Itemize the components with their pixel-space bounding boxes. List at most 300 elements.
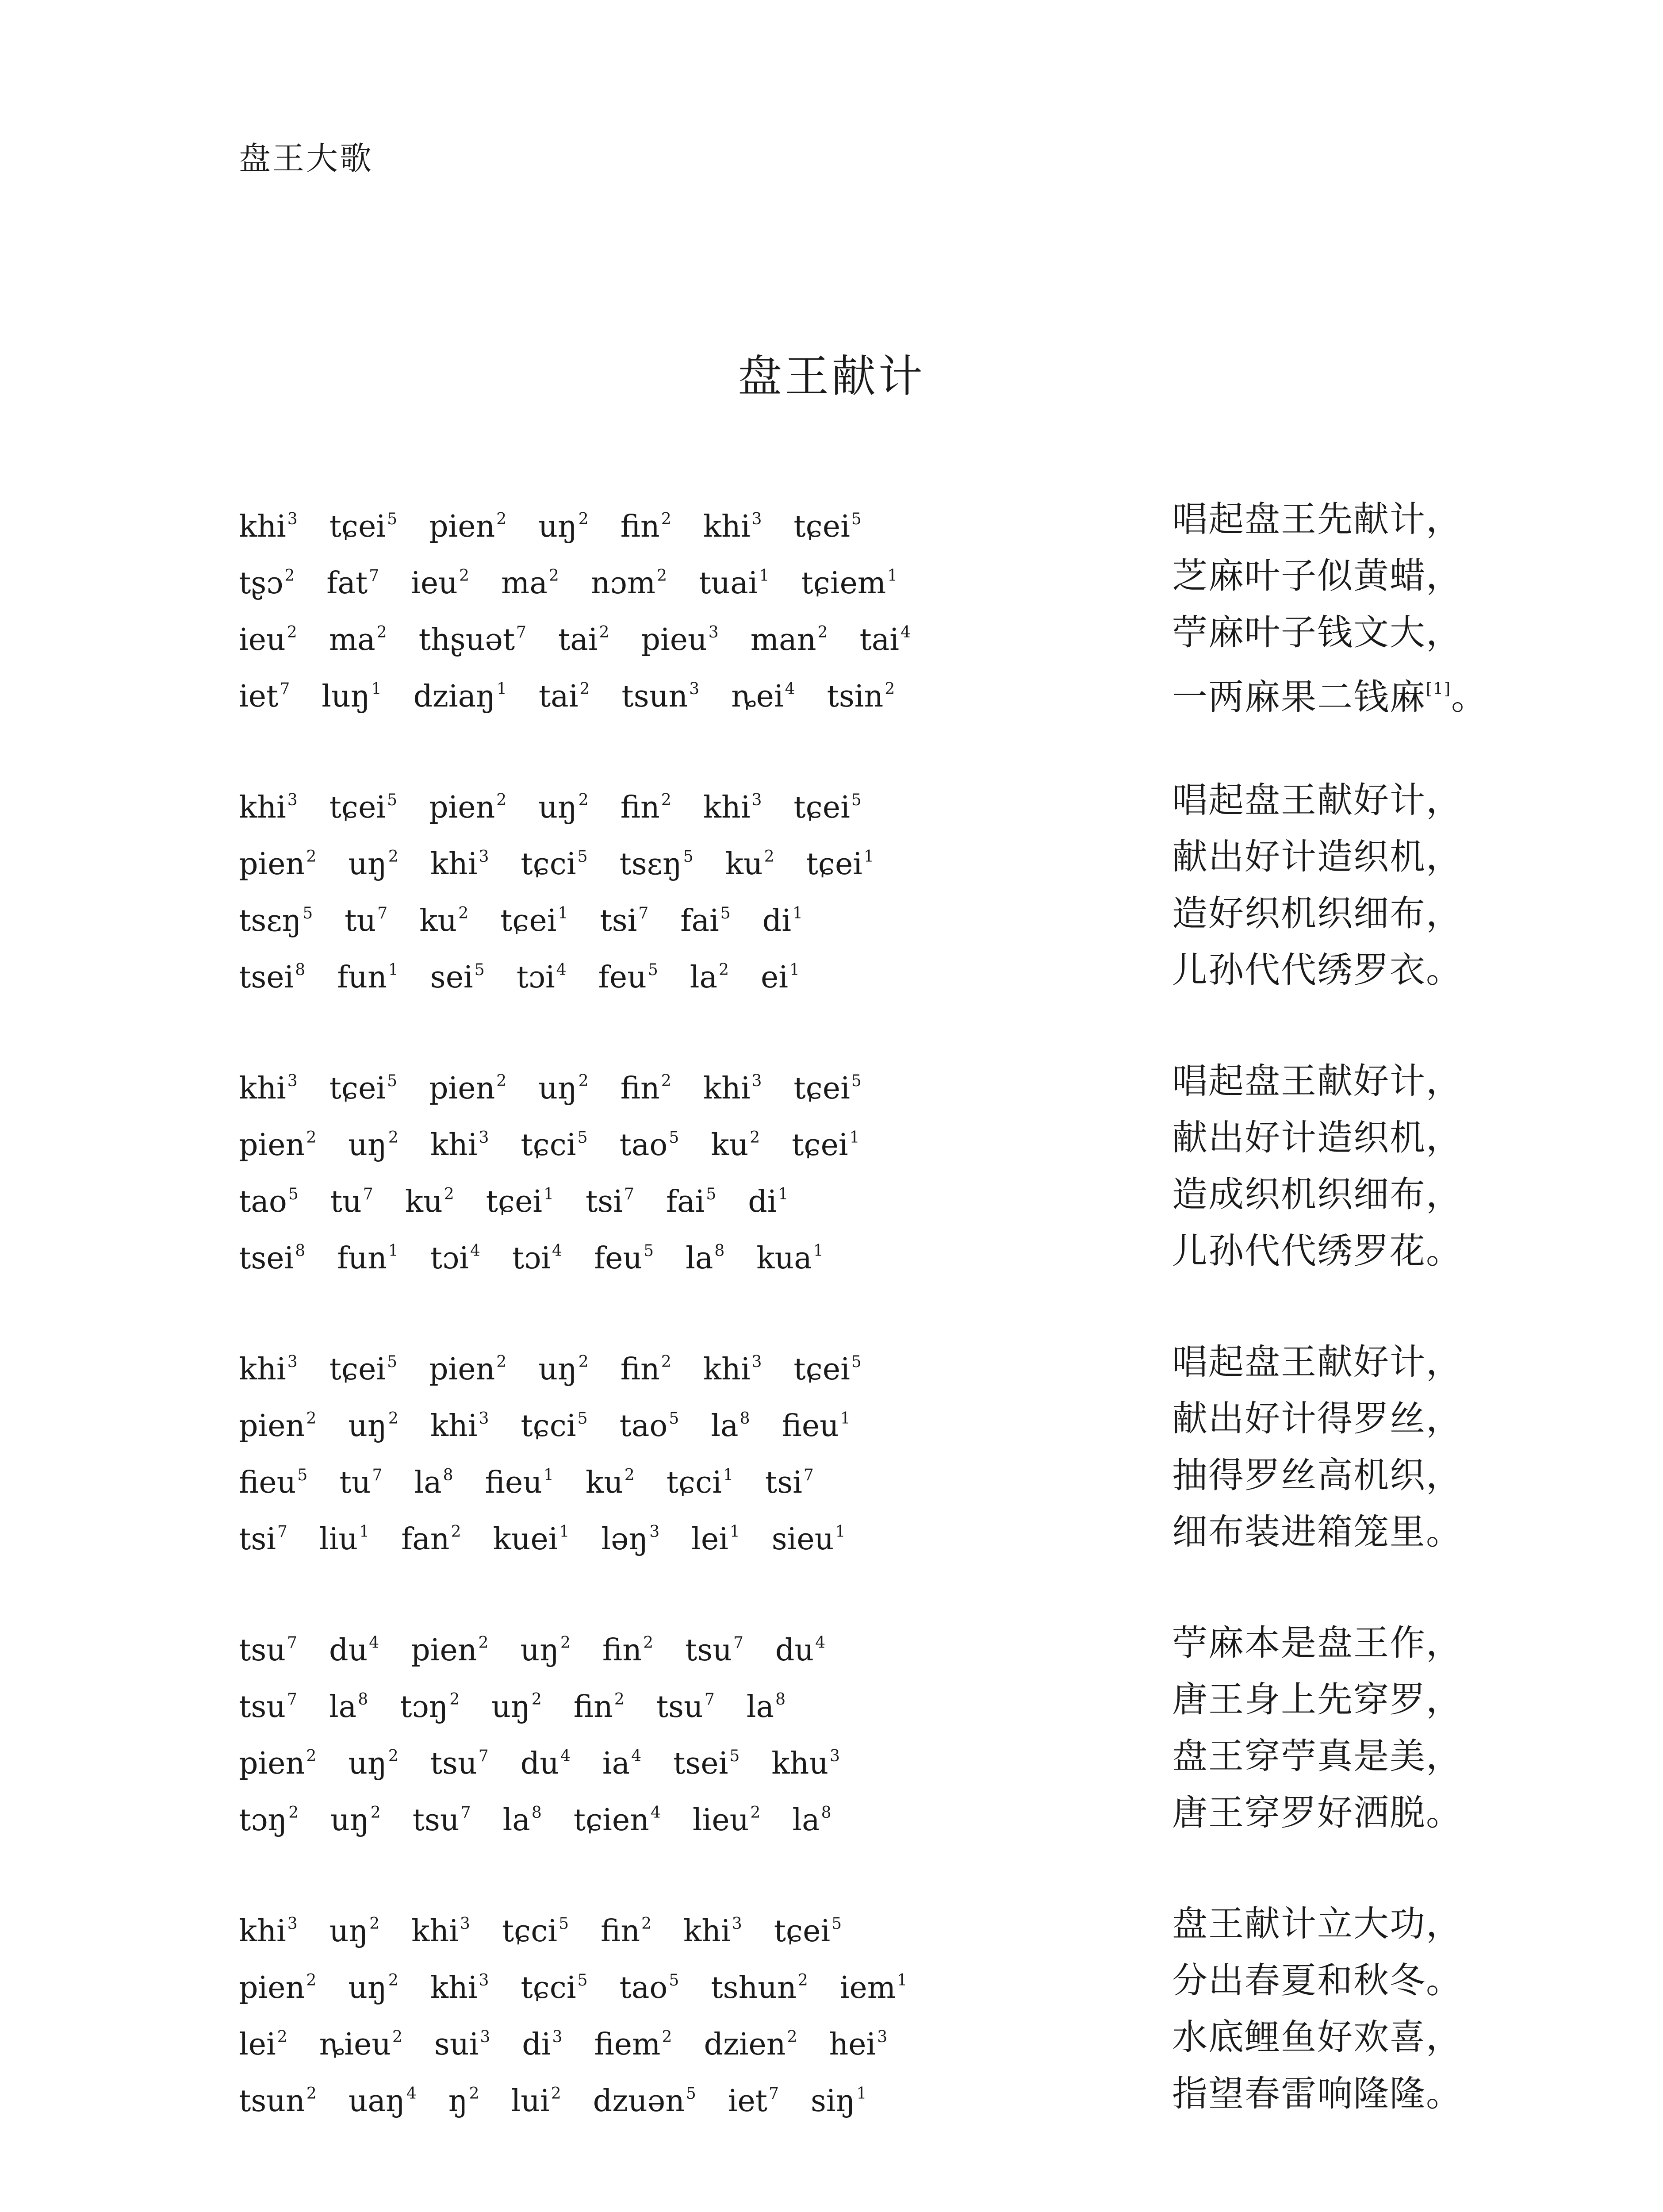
verse-line [239, 829, 1460, 885]
syllable-text: fieu [239, 1465, 296, 1500]
tone-number: 2 [578, 1072, 589, 1090]
syllable [330, 772, 397, 836]
syllable-text: khi [430, 1970, 478, 2005]
tone-number: 8 [740, 1409, 750, 1428]
tone-number: 2 [496, 1072, 507, 1090]
syllable [401, 1504, 461, 1568]
syllable-text: iet [239, 679, 279, 714]
chinese-line: 苧麻叶子钱文大， [1172, 612, 1462, 653]
syllable [400, 1671, 460, 1736]
syllable-text: tɕci [502, 1914, 558, 1949]
tone-number: 2 [764, 848, 774, 866]
tone-number: 5 [474, 961, 485, 979]
syllable-text: khi [703, 509, 751, 544]
chinese-text [1172, 1334, 1462, 1390]
tone-number: 1 [558, 904, 568, 922]
syllable-text: ləŋ [601, 1522, 648, 1557]
tone-number: 5 [851, 510, 862, 528]
tone-number: 3 [479, 1409, 489, 1428]
tone-number: 7 [803, 1466, 814, 1484]
syllable [782, 1390, 850, 1455]
tone-number: 5 [297, 1466, 308, 1484]
syllable-text: la [329, 1690, 357, 1724]
syllable [430, 1728, 489, 1792]
syllable [430, 1110, 489, 1174]
syllable-text: uŋ [348, 847, 387, 882]
syllable [348, 1110, 399, 1174]
tone-number: 2 [624, 1466, 635, 1484]
tone-number: 7 [372, 1466, 383, 1484]
syllable-text: sui [434, 2027, 479, 2062]
syllable-text: uŋ [538, 1071, 577, 1106]
tone-number: 5 [851, 791, 862, 809]
syllable-text: feu [594, 1241, 643, 1276]
syllable-text: khi [430, 1128, 478, 1163]
tone-number: 2 [750, 1804, 761, 1822]
syllable-text: tu [339, 1465, 371, 1500]
syllable [429, 772, 506, 836]
syllable-text: tsi [765, 1465, 802, 1500]
syllable [711, 1390, 750, 1455]
tone-number: 5 [683, 848, 694, 866]
romanization [239, 1447, 846, 1511]
tone-number: 1 [359, 1523, 370, 1541]
syllable [430, 1223, 480, 1287]
syllable [601, 1504, 659, 1568]
tone-number: 1 [813, 1242, 824, 1260]
syllable [683, 1896, 742, 1960]
tone-number: 2 [661, 1072, 671, 1090]
tone-number: 7 [369, 567, 379, 585]
syllable-text: tao [619, 1128, 668, 1163]
syllable [430, 942, 485, 1006]
romanization [239, 2009, 919, 2073]
syllable-text: hei [829, 2027, 876, 2062]
verse-line [239, 491, 1460, 548]
tone-number: 1 [897, 1971, 908, 1989]
tone-number: 2 [661, 1353, 671, 1371]
syllable [239, 829, 316, 893]
syllable [792, 1110, 859, 1174]
syllable [434, 2009, 490, 2073]
syllable [704, 2009, 797, 2073]
syllable-text: khi [703, 790, 751, 825]
tone-number: 5 [577, 1971, 588, 1989]
tone-number: 7 [277, 1523, 287, 1541]
syllable [703, 1334, 762, 1398]
syllable [329, 604, 387, 668]
syllable [239, 661, 290, 725]
tone-number: 1 [759, 567, 770, 585]
syllable-text: khi [239, 509, 286, 544]
tone-number: 2 [662, 2028, 672, 2046]
tone-number: 2 [719, 961, 729, 979]
verse-line [239, 1504, 1460, 1560]
tone-number: 7 [638, 904, 649, 922]
syllable [699, 548, 769, 612]
syllable-text: sei [430, 960, 473, 995]
chinese-line: 唐王身上先穿罗， [1172, 1679, 1462, 1720]
tone-number: 2 [469, 2085, 479, 2103]
syllable [601, 1896, 651, 1960]
stanza [239, 1615, 1460, 1841]
syllable-text: tɔi [516, 960, 555, 995]
tone-number: 1 [864, 848, 874, 866]
syllable-text: fieu [485, 1465, 542, 1500]
syllable-text: ku [585, 1465, 623, 1500]
syllable-text: la [746, 1690, 774, 1724]
syllable-text: dzuən [593, 2084, 685, 2119]
syllable [711, 1952, 808, 2016]
tone-number: 2 [458, 904, 469, 922]
chinese-line: 指望春雷响隆隆。 [1172, 2073, 1462, 2114]
syllable [239, 491, 298, 555]
verse-line [239, 2009, 1460, 2066]
syllable [538, 491, 589, 555]
syllable [521, 1952, 587, 2016]
syllable-text: tsu [685, 1633, 732, 1668]
syllable [711, 1110, 760, 1174]
tone-number: 3 [287, 1353, 298, 1371]
syllable-text: uŋ [348, 1970, 387, 2005]
syllable-text: tsu [430, 1746, 477, 1781]
stanza [239, 1334, 1460, 1560]
syllable-text: uŋ [348, 1746, 387, 1781]
syllable-text: pien [239, 847, 305, 882]
syllable [827, 661, 895, 725]
syllable [429, 1053, 506, 1117]
syllable [621, 1334, 671, 1398]
syllable [319, 2009, 402, 2073]
tone-number: 2 [306, 1747, 317, 1765]
verse-line [239, 1785, 1460, 1841]
syllable [348, 1952, 399, 2016]
tone-number: 2 [885, 680, 895, 698]
verse-line [239, 772, 1460, 829]
tone-number: 2 [531, 1690, 542, 1709]
verse-line [239, 942, 1460, 998]
syllable [329, 1615, 379, 1679]
tone-number: 7 [733, 1634, 743, 1652]
syllable [751, 604, 828, 668]
syllable [239, 604, 297, 668]
syllable-text: tsi [239, 1522, 276, 1557]
syllable-text: pien [429, 1071, 495, 1106]
syllable [239, 1110, 316, 1174]
tone-number: 5 [832, 1915, 842, 1933]
syllable-text: tɕei [793, 1352, 850, 1387]
syllable [239, 1728, 316, 1792]
syllable [419, 604, 526, 668]
syllable-text: fin [573, 1690, 613, 1724]
syllable-text: tɕei [774, 1914, 831, 1949]
syllable [859, 604, 911, 668]
syllable [522, 2009, 562, 2073]
syllable-text: pien [239, 1970, 305, 2005]
syllable-text: tɕci [521, 847, 576, 882]
syllable-text: fai [680, 903, 719, 938]
chinese-text [1172, 829, 1462, 885]
chinese-text [1172, 772, 1462, 829]
syllable [703, 772, 762, 836]
tone-number: 2 [787, 2028, 797, 2046]
syllable-text: pien [239, 1128, 305, 1163]
tone-number: 2 [287, 623, 297, 641]
tone-number: 3 [480, 2028, 490, 2046]
syllable-text: tɕei [329, 509, 386, 544]
chinese-text [1172, 661, 1487, 726]
chinese-line: 造成织机织细布， [1172, 1174, 1462, 1215]
tone-number: 3 [751, 1353, 762, 1371]
syllable-text: la [502, 1803, 530, 1838]
syllable-text: tai [859, 622, 900, 657]
tone-number: 5 [669, 1971, 679, 1989]
syllable-text: tuai [699, 566, 758, 601]
syllable-text: iet [728, 2084, 768, 2119]
romanization [239, 1334, 893, 1398]
syllable [685, 1615, 743, 1679]
tone-number: 4 [631, 1747, 642, 1765]
chinese-text [1172, 1952, 1462, 2009]
syllable-text: ma [501, 566, 548, 601]
syllable-text: tsɛŋ [619, 847, 682, 882]
romanization [239, 829, 906, 893]
chinese-line: 芝麻叶子似黄蜡， [1172, 555, 1462, 596]
syllable [429, 491, 506, 555]
syllable-text: fin [602, 1633, 642, 1668]
syllable-text: tsin [827, 679, 884, 714]
syllable [703, 491, 762, 555]
chinese-line: 盘王穿苧真是美， [1172, 1736, 1462, 1777]
tone-number: 7 [704, 1690, 715, 1709]
syllable [591, 548, 667, 612]
chinese-text [1172, 1053, 1462, 1110]
syllable-text: khi [703, 1352, 751, 1387]
tone-number: 8 [295, 961, 306, 979]
tone-number: 2 [641, 1915, 652, 1933]
syllable [430, 1390, 489, 1455]
syllable-text: pien [239, 1409, 305, 1444]
syllable-text: tsi [585, 1184, 623, 1219]
syllable-text: ei [761, 960, 788, 995]
tone-number: 5 [729, 1747, 740, 1765]
chinese-line: 细布装进箱笼里。 [1172, 1511, 1462, 1552]
tone-number: 5 [577, 1409, 588, 1428]
syllable [348, 1728, 399, 1792]
tone-number: 2 [750, 1129, 760, 1147]
syllable [598, 942, 658, 1006]
tone-number: 1 [778, 1185, 789, 1203]
syllable [330, 1166, 373, 1230]
tone-number: 2 [388, 1129, 399, 1147]
syllable [538, 772, 589, 836]
syllable [666, 1166, 716, 1230]
syllable-text: tɕei [500, 903, 557, 938]
syllable [792, 1785, 831, 1849]
syllable [774, 1896, 842, 1960]
syllable-text: tsei [239, 1241, 294, 1276]
syllable-text: tɕci [521, 1409, 576, 1444]
chinese-text [1172, 2066, 1462, 2122]
syllable-text: uŋ [330, 1803, 369, 1838]
tone-number: 2 [444, 1185, 454, 1203]
tone-number: 3 [552, 2028, 563, 2046]
syllable-text: khi [683, 1914, 731, 1949]
syllable [620, 829, 694, 893]
syllable [239, 1615, 297, 1679]
syllable [511, 2066, 561, 2130]
syllable-text: la [686, 1241, 713, 1276]
romanization [239, 1504, 877, 1568]
syllable-text: du [329, 1633, 368, 1668]
syllable [829, 2009, 887, 2073]
chinese-text [1172, 1166, 1462, 1223]
chinese-text [1172, 1896, 1462, 1952]
syllable [840, 1952, 907, 2016]
syllable [793, 1053, 861, 1117]
tone-number: 5 [303, 904, 313, 922]
tone-number: 3 [479, 1971, 489, 1989]
stanza [239, 1896, 1460, 2122]
syllable [765, 1447, 814, 1511]
tone-number: 1 [849, 1129, 860, 1147]
syllable-text: la [690, 960, 718, 995]
tone-number: 7 [377, 904, 388, 922]
tone-number: 3 [751, 1072, 762, 1090]
tone-number: 1 [388, 1242, 399, 1260]
chinese-line: 献出好计得罗丝， [1172, 1398, 1462, 1439]
syllable [486, 1166, 554, 1230]
syllable [239, 1447, 307, 1511]
tone-number: 1 [723, 1466, 733, 1484]
syllable [621, 1053, 671, 1117]
syllable [337, 942, 399, 1006]
tone-number: 4 [470, 1242, 480, 1260]
tone-number: 2 [388, 1747, 399, 1765]
tone-number: 2 [451, 1523, 461, 1541]
syllable-text: du [520, 1746, 559, 1781]
syllable-text: tɕiem [801, 566, 886, 601]
syllable [414, 1447, 453, 1511]
syllable [239, 772, 298, 836]
syllable-text: tɕei [486, 1184, 543, 1219]
syllable-text: ieu [411, 566, 458, 601]
syllable-text: tsun [239, 2084, 305, 2119]
syllable [239, 1166, 299, 1230]
syllable [345, 885, 387, 949]
tone-number: 4 [815, 1634, 826, 1652]
syllable-text: uŋ [538, 1352, 577, 1387]
romanization [239, 1728, 872, 1792]
tone-number: 5 [706, 1185, 717, 1203]
tone-number: 2 [496, 1353, 507, 1371]
syllable-text: tai [558, 622, 598, 657]
tone-number: 1 [789, 961, 800, 979]
tone-number: 5 [669, 1129, 679, 1147]
tone-number: 3 [877, 2028, 888, 2046]
tone-number: 1 [792, 904, 803, 922]
tone-number: 5 [387, 791, 397, 809]
syllable-text: feu [598, 960, 647, 995]
tone-number: 4 [785, 680, 795, 698]
chinese-line: 献出好计造织机， [1172, 1117, 1462, 1158]
syllable-text: tao [239, 1184, 287, 1219]
syllable [322, 661, 381, 725]
syllable-text: di [748, 1184, 777, 1219]
syllable-text: ku [725, 847, 763, 882]
tone-number: 8 [443, 1466, 453, 1484]
tone-number: 2 [369, 1915, 380, 1933]
syllable [538, 1334, 589, 1398]
syllable-text: kuei [493, 1522, 558, 1557]
syllable-text: pieu [641, 622, 707, 657]
syllable [593, 2066, 696, 2130]
syllable [602, 1615, 653, 1679]
chinese-line: 唱起盘王献好计， [1172, 1341, 1462, 1382]
syllable-text: khi [703, 1071, 751, 1106]
syllable [329, 1671, 368, 1736]
syllable [538, 1053, 589, 1117]
syllable [330, 1053, 397, 1117]
tone-number: 2 [578, 791, 589, 809]
tone-number: 2 [392, 2028, 402, 2046]
tone-number: 2 [551, 2085, 561, 2103]
chinese-line: 唐王穿罗好洒脱。 [1172, 1792, 1462, 1833]
syllable-text: man [750, 622, 816, 657]
chinese-text [1172, 604, 1462, 661]
tone-number: 5 [577, 1129, 588, 1147]
syllable-text: tɔŋ [239, 1803, 287, 1838]
tone-number: 5 [644, 1242, 654, 1260]
syllable-text: fiem [594, 2027, 661, 2062]
tone-number: 2 [560, 1634, 571, 1652]
syllable-text: khi [239, 1914, 286, 1949]
verse-line [239, 1334, 1460, 1390]
tone-number: 3 [287, 1915, 298, 1933]
chinese-text [1172, 1390, 1462, 1447]
syllable [747, 1671, 786, 1736]
tone-number: 3 [479, 848, 489, 866]
syllable [775, 1615, 825, 1679]
tone-number: 4 [900, 623, 911, 641]
tone-number: 2 [388, 1971, 399, 1989]
syllable-text: la [711, 1409, 739, 1444]
syllable [239, 1053, 298, 1117]
syllable-text: fin [620, 790, 660, 825]
syllable-text: tsu [239, 1633, 286, 1668]
verse-line [239, 1896, 1460, 1952]
syllable-text: uŋ [348, 1128, 387, 1163]
tone-number: 3 [751, 791, 762, 809]
tone-number: 8 [358, 1690, 368, 1709]
syllable-text: khi [239, 1352, 286, 1387]
syllable [239, 1671, 297, 1736]
syllable [521, 1728, 571, 1792]
tone-number: 2 [657, 567, 667, 585]
tone-number: 5 [387, 1072, 397, 1090]
romanization [239, 1390, 882, 1455]
syllable [430, 1952, 489, 2016]
tone-number: 2 [614, 1690, 625, 1709]
tone-number: 5 [686, 2085, 696, 2103]
syllable-text: pien [429, 509, 495, 544]
tone-number: 1 [729, 1523, 740, 1541]
syllable [512, 1223, 562, 1287]
syllable [620, 1952, 679, 2016]
syllable [239, 1896, 298, 1960]
syllable-text: pien [239, 1746, 305, 1781]
syllable [520, 1615, 571, 1679]
